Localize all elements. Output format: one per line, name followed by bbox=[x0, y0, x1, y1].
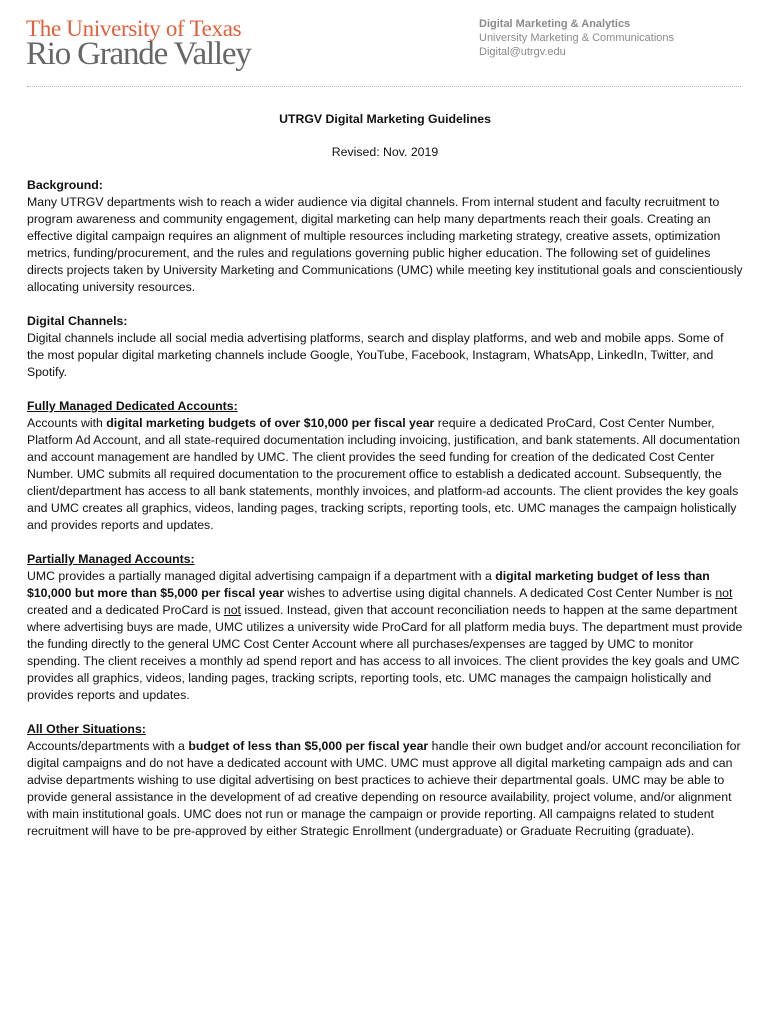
section-background bbox=[27, 177, 743, 296]
header-divider bbox=[27, 86, 741, 87]
section-text: Many UTRGV departments wish to reach a wider audience via digital channels. From internal student and faculty recruitment to program awareness and community engagement, digital marketing can help many departments reach their goals. Creating an effective digital campaign requires an alignment of multiple resources including marketing strategy, creative assets, optimization metrics, funding/procurement, and the rules and regulations governing public higher education. The following set of guidelines directs projects taken by University Marketing and Communications (UMC) while meeting key institutional goals and conscientiously allocating university resources. bbox=[27, 195, 743, 294]
text-run: created and a dedicated ProCard is bbox=[27, 603, 224, 617]
section-heading: Background: bbox=[27, 178, 103, 192]
text-run: handle their own budget and/or account reconciliation for digital campaigns and do not have a dedicated account with UMC. UMC must approve all digital marketing campaign ads and can advise departments wishing to use digital advertising on best practices to achieve their departmental goals. UMC may be able to provide general assistance in the development of ad creative depending on resource availability, project volume, and/or alignment with main institutional goals. UMC does not run or manage the campaign or provide reporting. All campaigns related to student recruitment will have to be pre-approved by either Strategic Enrollment (undergraduate) or Graduate Recruiting (graduate). bbox=[27, 739, 741, 838]
section-other-situations bbox=[27, 721, 743, 840]
budget-emphasis: digital marketing budget of less than $10,000 but more than $5,000 per fiscal year bbox=[27, 569, 710, 600]
not-emphasis: not bbox=[223, 603, 241, 617]
section-text: Digital channels include all social media advertising platforms, search and display platforms, and web and mobile apps. Some of the most popular digital marketing channels include Google, YouTube, Facebook, Instagram, WhatsApp, LinkedIn, Twitter, and Spotify. bbox=[27, 331, 724, 379]
section-text bbox=[27, 568, 743, 704]
contact-block bbox=[479, 17, 674, 59]
document-body bbox=[27, 111, 743, 840]
text-run: Accounts/departments with a bbox=[27, 739, 189, 753]
not-emphasis: not bbox=[715, 586, 733, 600]
text-run: require a dedicated ProCard, Cost Center Number, Platform Ad Account, and all state-required documentation including invoicing, justification, and bank statements. All documentation and account management are handled by UMC. The client provides the seed funding for creation of the dedicated Cost Center Number. UMC submits all required documentation to the procurement office to establish a dedicated account. Subsequently, the client/department has access to all bank statements, monthly invoices, and platform-ad accounts. The client provides the key goals and UMC creates all graphics, videos, landing pages, tracking scripts, reporting tools, etc. UMC manages the campaign holistically and provides reports and updates. bbox=[27, 416, 740, 532]
section-heading: All Other Situations: bbox=[27, 722, 146, 736]
text-run: UMC provides a partially managed digital advertising campaign if a department with a bbox=[27, 569, 496, 583]
contact-email[interactable]: Digital@utrgv.edu bbox=[479, 46, 566, 58]
section-heading: Digital Channels: bbox=[27, 314, 128, 328]
section-text bbox=[27, 415, 743, 534]
document-title: UTRGV Digital Marketing Guidelines bbox=[279, 112, 491, 126]
section-heading: Fully Managed Dedicated Accounts: bbox=[27, 399, 238, 413]
section-text bbox=[27, 738, 743, 840]
revised-date: Revised: Nov. 2019 bbox=[331, 145, 439, 159]
letterhead bbox=[0, 0, 768, 90]
section-partially-managed bbox=[27, 551, 743, 704]
contact-department: University Marketing & Communications bbox=[479, 32, 675, 44]
section-digital-channels bbox=[27, 313, 743, 381]
text-run: issued. Instead, given that account reconciliation needs to happen at the same department where advertising buys are made, UMC utilizes a university wide ProCard for all platform media buys. The department must provide the funding directly to the general UMC Cost Center Account where all purchases/expenses are tagged by UMC to monitor spending. The client receives a monthly ad spend report and has access to all invoices. The client provides the key goals and UMC provides all graphics, videos, landing pages, tracking scripts, reporting tools, etc. UMC manages the campaign holistically and provides reports and updates. bbox=[27, 603, 743, 702]
section-heading: Partially Managed Accounts: bbox=[27, 552, 195, 566]
budget-emphasis: budget of less than $5,000 per fiscal year bbox=[188, 739, 429, 753]
text-run: Accounts with bbox=[27, 416, 107, 430]
logo-line-2: Rio Grande Valley bbox=[26, 36, 251, 72]
budget-emphasis: digital marketing budgets of over $10,000 per fiscal year bbox=[106, 416, 435, 430]
text-run: wishes to advertise using digital channels. A dedicated Cost Center Number is bbox=[284, 586, 716, 600]
section-fully-managed bbox=[27, 398, 743, 534]
logo-line-1: The University of Texas bbox=[26, 16, 242, 41]
contact-title: Digital Marketing & Analytics bbox=[479, 18, 631, 30]
